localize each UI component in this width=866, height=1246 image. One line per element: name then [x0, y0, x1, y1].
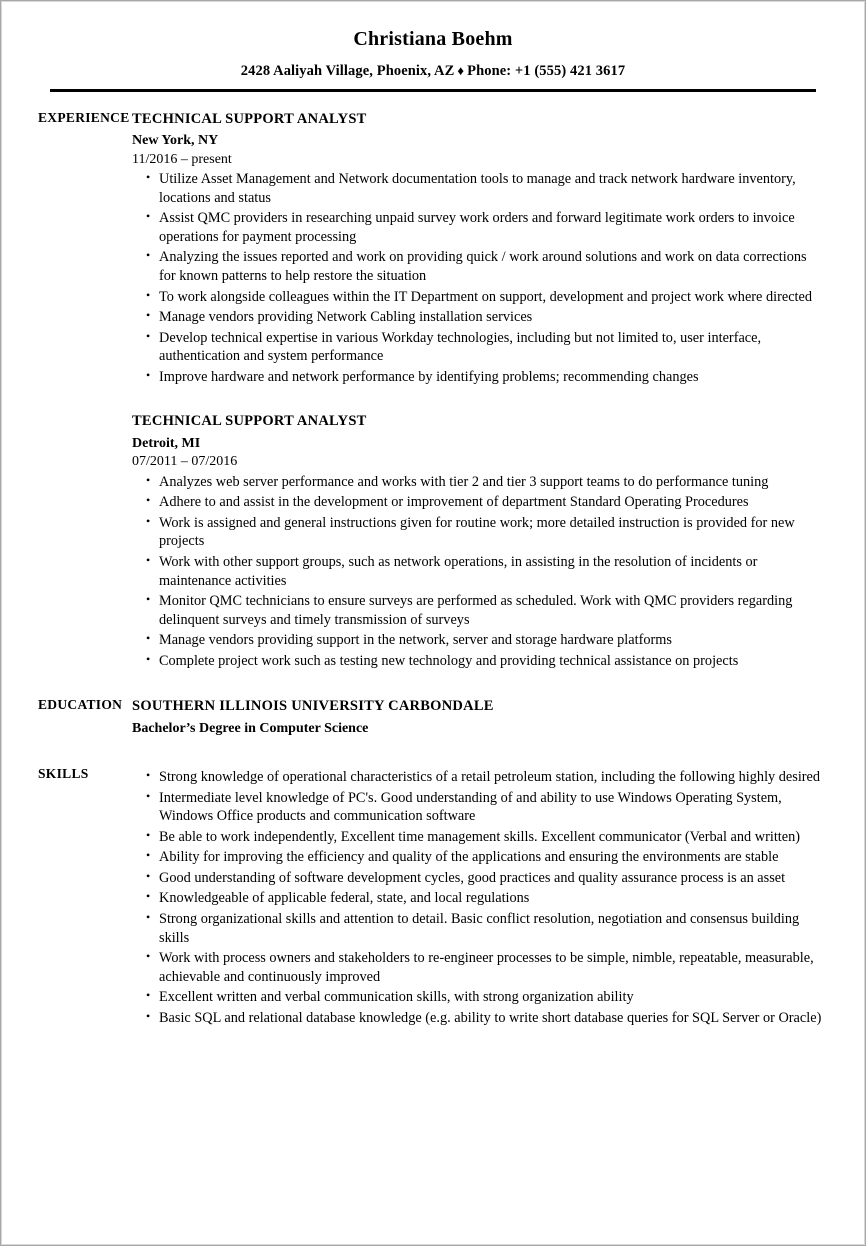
contact-line: [2, 63, 864, 80]
list-item: • Excellent written and verbal communication skills, with strong organization ability: [132, 988, 822, 1007]
section-education: [2, 697, 864, 737]
job-dates: 07/2011 – 07/2016: [132, 454, 238, 470]
job-dates: 11/2016 – present: [132, 151, 232, 167]
list-item: • Good understanding of software development cycles, good practices and quality assurance process is an asset: [132, 869, 822, 888]
job-title: TECHNICAL SUPPORT ANALYST: [132, 111, 367, 127]
list-item: • Assist QMC providers in researching unpaid survey work orders and forward legitimate work orders to invoice operations for payment processing: [132, 209, 822, 246]
list-item: • Work with other support groups, such as network operations, in assisting in the resolution of incidents or maintenance activities: [132, 553, 822, 590]
job-bullet-list: [132, 170, 822, 386]
contact-phone: Phone: +1 (555) 421 3617: [467, 63, 626, 79]
list-item: • Analyzing the issues reported and work on providing quick / work around solutions and work on data corrections for known patterns to help restore the situation: [132, 248, 822, 285]
header-divider: [50, 89, 816, 92]
education-school: SOUTHERN ILLINOIS UNIVERSITY CARBONDALE: [132, 698, 494, 715]
skills-body: [132, 766, 864, 1028]
list-item: • Improve hardware and network performance by identifying problems; recommending changes: [132, 368, 822, 387]
section-experience: [2, 110, 864, 670]
education-body: [132, 697, 864, 737]
skills-bullet-list: [132, 768, 822, 1028]
list-item: • Monitor QMC technicians to ensure surveys are performed as scheduled. Work with QMC providers regarding delinquent surveys and timely transmission of surveys: [132, 592, 822, 629]
list-item: • Be able to work independently, Excellent time management skills. Excellent communicator (Verbal and written): [132, 828, 822, 847]
list-item: • To work alongside colleagues within the IT Department on support, development and project work where directed: [132, 288, 822, 307]
list-item: • Work is assigned and general instructions given for routine work; more detailed instruction is provided for new projects: [132, 514, 822, 551]
list-item: • Develop technical expertise in various Workday technologies, including but not limited to, user interface, authentication and system performance: [132, 329, 822, 366]
section-skills: [2, 766, 864, 1028]
list-item: • Manage vendors providing support in the network, server and storage hardware platforms: [132, 631, 822, 650]
job-entry: [132, 110, 822, 386]
list-item: • Ability for improving the efficiency and quality of the applications and ensuring the environments are stable: [132, 848, 822, 867]
job-location: Detroit, MI: [132, 435, 201, 451]
candidate-name: Christiana Boehm: [353, 28, 513, 50]
section-label-skills: SKILLS: [38, 766, 89, 782]
job-location: New York, NY: [132, 133, 219, 149]
list-item: • Strong knowledge of operational characteristics of a retail petroleum station, including the following highly desired: [132, 768, 822, 787]
resume-header: [2, 2, 864, 92]
contact-address: 2428 Aaliyah Village, Phoenix, AZ: [240, 63, 455, 79]
list-item: • Work with process owners and stakeholders to re-engineer processes to be simple, nimble, repeatable, measurable, achievable and continuously improved: [132, 949, 822, 986]
experience-body: [132, 110, 864, 670]
page-inner-border: [1, 1, 865, 1245]
education-degree: Bachelor’s Degree in Computer Science: [132, 720, 369, 736]
list-item: • Strong organizational skills and attention to detail. Basic conflict resolution, negotiation and consensus building skills: [132, 910, 822, 947]
list-item: • Adhere to and assist in the development or improvement of department Standard Operating Procedures: [132, 493, 822, 512]
job-title: TECHNICAL SUPPORT ANALYST: [132, 413, 367, 430]
list-item: • Intermediate level knowledge of PC's. Good understanding of and ability to use Windows Operating System, Windows Office products and communication software: [132, 789, 822, 826]
list-item: • Manage vendors providing Network Cabling installation services: [132, 308, 822, 327]
job-bullet-list: [132, 473, 822, 671]
section-label-education: EDUCATION: [38, 697, 123, 713]
resume-content: [2, 110, 864, 1028]
diamond-separator-icon: ♦: [457, 63, 465, 78]
list-item: • Complete project work such as testing new technology and providing technical assistance on projects: [132, 652, 822, 671]
list-item: • Basic SQL and relational database knowledge (e.g. ability to write short database queries for SQL Server or Oracle): [132, 1009, 822, 1028]
job-entry: [132, 412, 822, 670]
section-label-experience: EXPERIENCE: [38, 110, 130, 125]
list-item: • Knowledgeable of applicable federal, state, and local regulations: [132, 889, 822, 908]
list-item: • Analyzes web server performance and works with tier 2 and tier 3 support teams to do performance tuning: [132, 473, 822, 492]
list-item: • Utilize Asset Management and Network documentation tools to manage and track network hardware inventory, locations and status: [132, 170, 822, 207]
